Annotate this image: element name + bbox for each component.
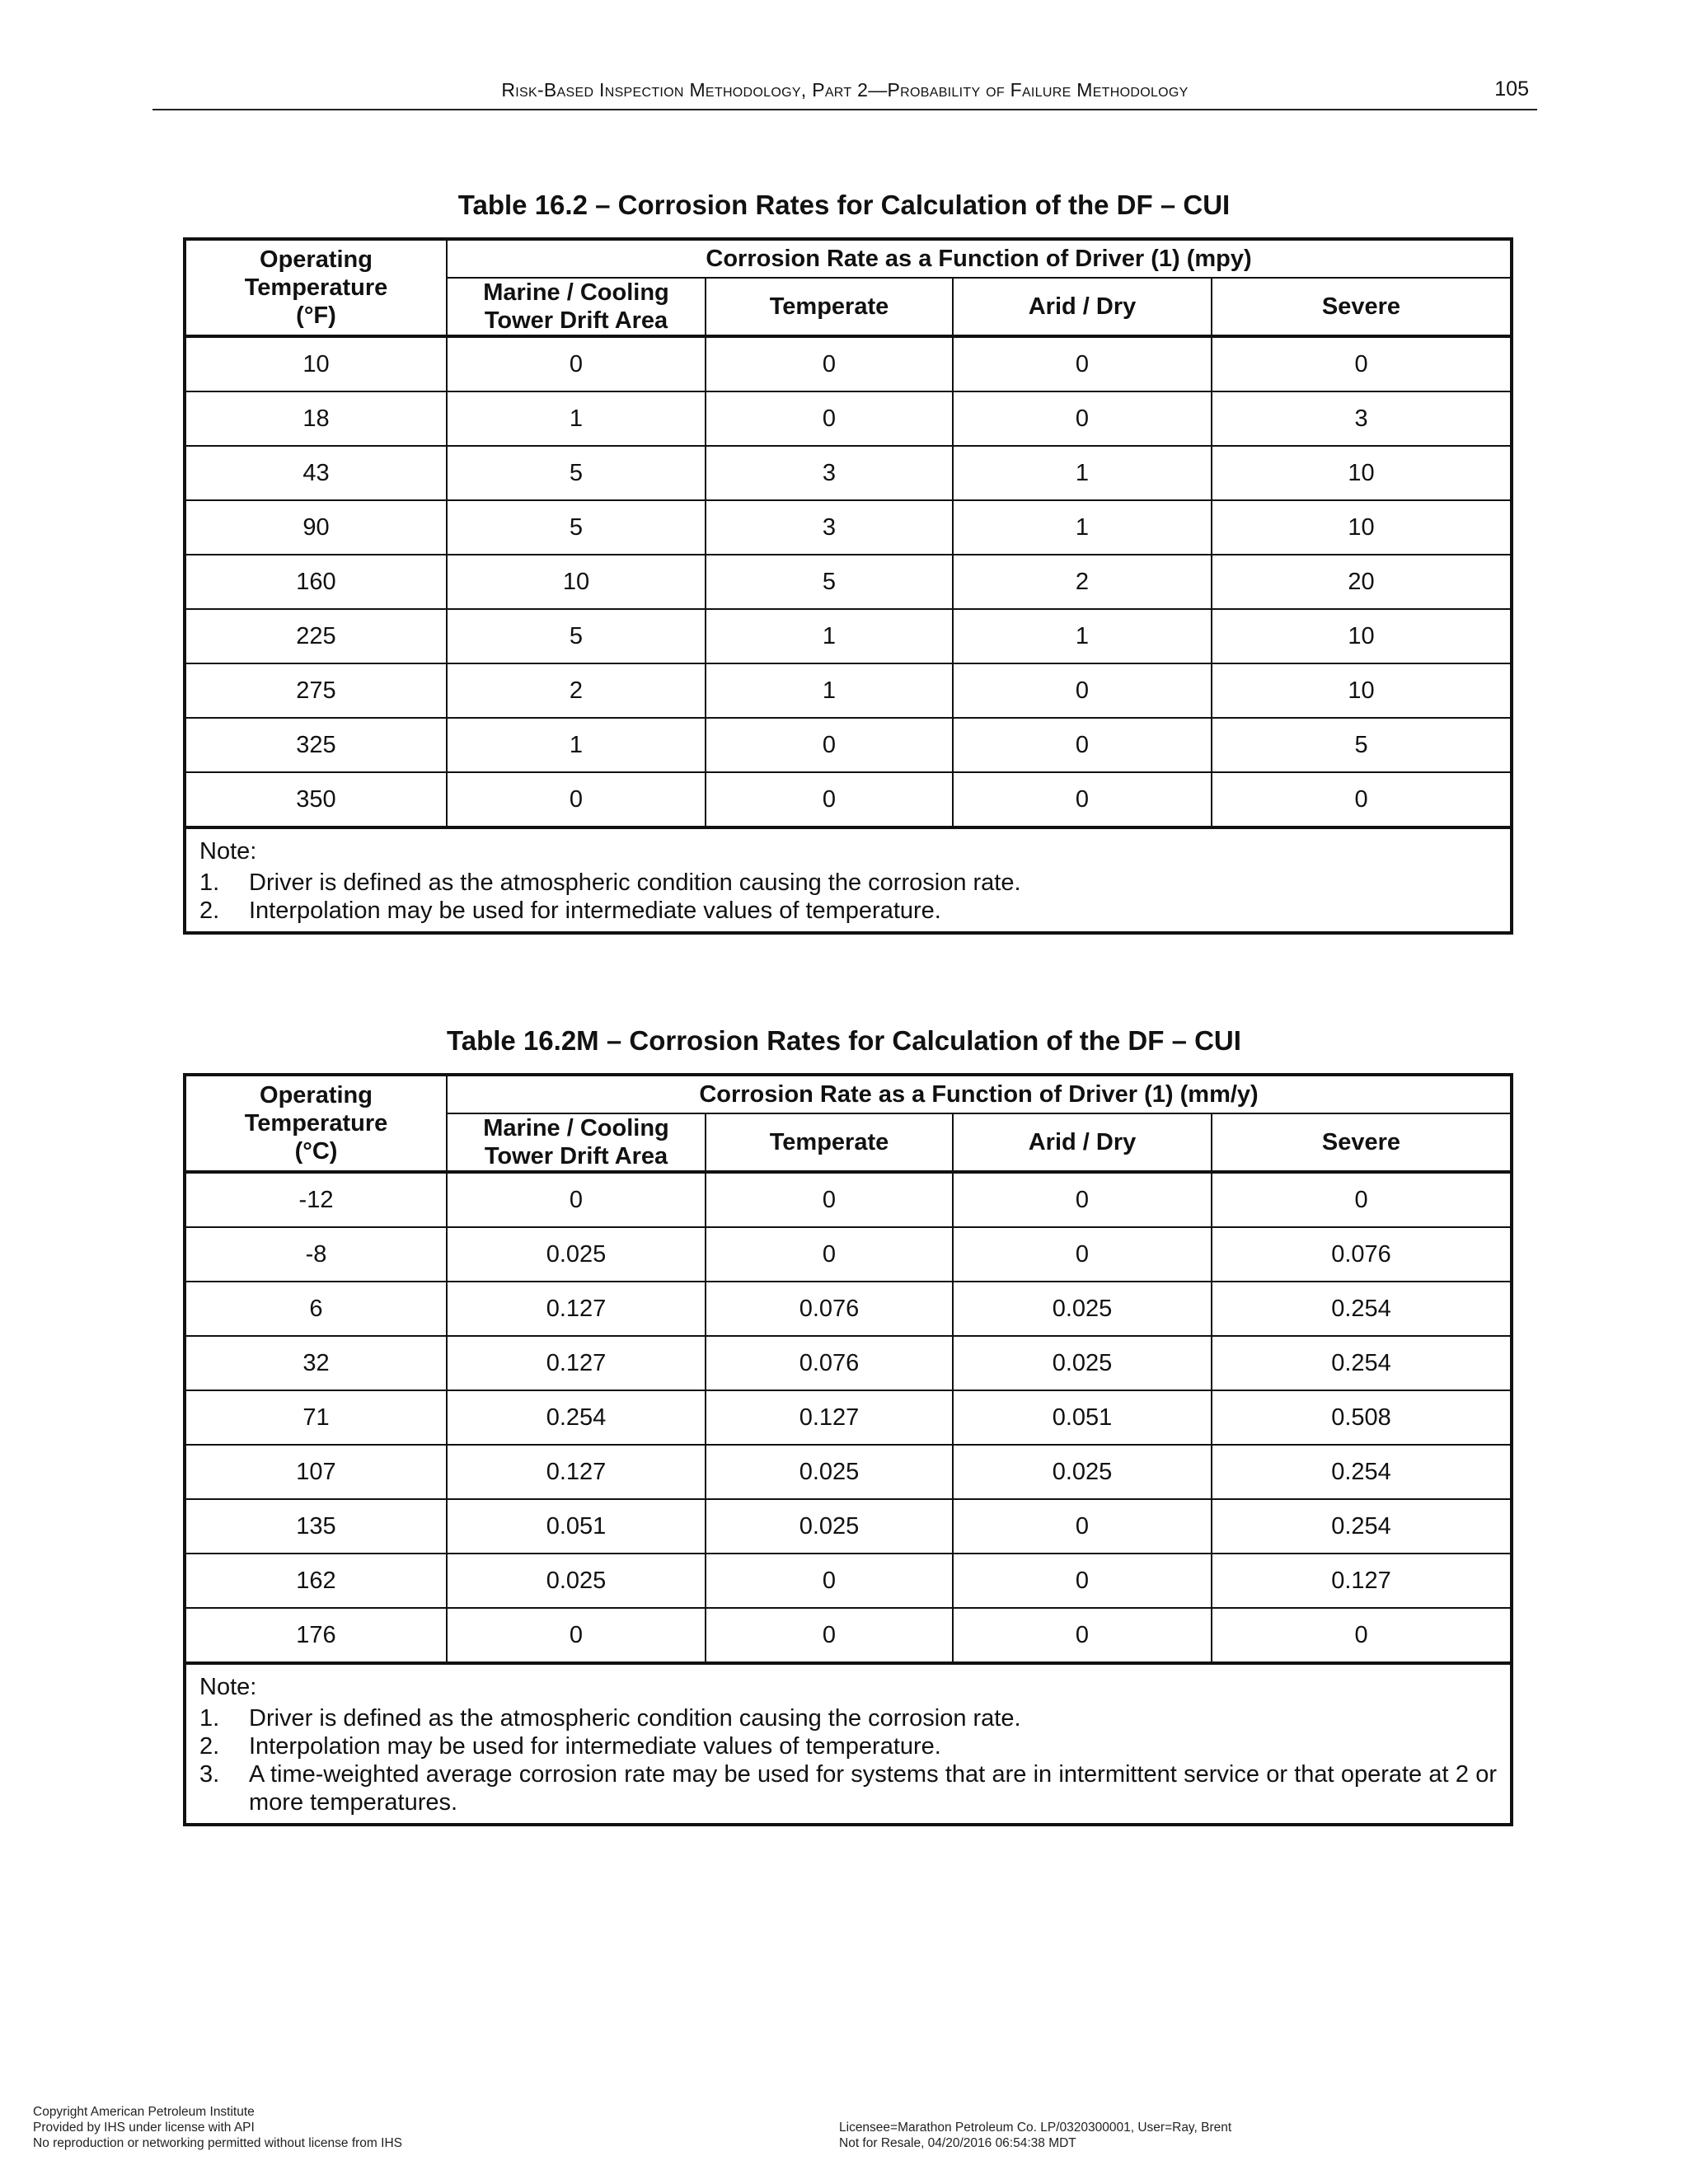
table1-cell: 0	[706, 336, 953, 391]
table2-cell: 0.254	[1212, 1499, 1512, 1554]
table1-cell: 0	[1212, 336, 1512, 391]
table2-cell: 0.076	[706, 1282, 953, 1336]
footer-right	[839, 2120, 1231, 2151]
table2-cell: 0.076	[1212, 1227, 1512, 1282]
table1-cell: 5	[706, 555, 953, 609]
table2-col-marine-header: Marine / Cooling Tower Drift Area	[447, 1113, 706, 1172]
table1-row	[185, 663, 1512, 718]
table2-cell: 0.051	[447, 1499, 706, 1554]
table2-note-title: Note:	[199, 1674, 257, 1700]
table1-cell: 3	[706, 500, 953, 555]
table2-cell: 0	[953, 1172, 1212, 1227]
table1-note-text: Driver is defined as the atmospheric condition causing the corrosion rate.	[249, 869, 1021, 896]
table1	[183, 237, 1513, 935]
table2-cell: 0.025	[706, 1499, 953, 1554]
table2-col-temperature-header: Operating Temperature (°C)	[185, 1075, 447, 1172]
table1-cell: 18	[185, 391, 447, 446]
table2-cell: 0.127	[1212, 1554, 1512, 1608]
table1-col-arid-header: Arid / Dry	[953, 278, 1212, 336]
table1-cell: 0	[706, 772, 953, 827]
table2-note-item	[199, 1760, 1497, 1816]
table1-note-text: Interpolation may be used for intermediate values of temperature.	[249, 898, 941, 924]
running-title: Risk-Based Inspection Methodology, Part 2—Probability of Failure Methodology	[501, 79, 1189, 101]
table2-group-header: Corrosion Rate as a Function of Driver (1) (mm/y)	[447, 1075, 1512, 1113]
table2-cell: 0	[953, 1499, 1212, 1554]
table2-cell: 0.127	[706, 1390, 953, 1445]
table2-note-item	[199, 1732, 1497, 1760]
table1-cell: 0	[447, 336, 706, 391]
table1-col-temperate-header: Temperate	[706, 278, 953, 336]
table2-cell: 0.254	[1212, 1336, 1512, 1390]
table2-cell: 0	[1212, 1608, 1512, 1663]
table2-cell: 0.025	[953, 1445, 1212, 1499]
table1-cell: 0	[706, 391, 953, 446]
table2-cell: 0.254	[1212, 1282, 1512, 1336]
table1-col-severe-header: Severe	[1212, 278, 1512, 336]
table1-cell: 10	[1212, 446, 1512, 500]
table1-group-header: Corrosion Rate as a Function of Driver (1) (mpy)	[447, 239, 1512, 278]
table2-cell: 0	[953, 1554, 1212, 1608]
table2-cell: 0	[706, 1227, 953, 1282]
table1-cell: 1	[953, 609, 1212, 663]
table1-cell: 10	[1212, 609, 1512, 663]
table1-row	[185, 772, 1512, 827]
page-number: 105	[1494, 77, 1529, 101]
table1-body	[185, 336, 1512, 827]
table2-notes	[185, 1663, 1512, 1825]
table1-cell: 3	[1212, 391, 1512, 446]
table2-cell: 0	[953, 1608, 1212, 1663]
page-header	[152, 76, 1537, 110]
table2-cell: 71	[185, 1390, 447, 1445]
table1-cell: 5	[447, 446, 706, 500]
table2-row	[185, 1227, 1512, 1282]
table1-cell: 2	[953, 555, 1212, 609]
table1-cell: 5	[1212, 718, 1512, 772]
table1-cell: 5	[447, 609, 706, 663]
table2-cell: 0	[447, 1608, 706, 1663]
table2-cell: 0.127	[447, 1336, 706, 1390]
table2-row	[185, 1608, 1512, 1663]
table2-cell: 0	[706, 1554, 953, 1608]
table1-cell: 275	[185, 663, 447, 718]
table1-row	[185, 336, 1512, 391]
table1-cell: 10	[1212, 663, 1512, 718]
table1-cell: 0	[1212, 772, 1512, 827]
table2-col-severe-header: Severe	[1212, 1113, 1512, 1172]
table1-note-num: 1.	[199, 869, 220, 896]
table1-cell: 325	[185, 718, 447, 772]
table1-cell: 1	[706, 609, 953, 663]
table2-body	[185, 1172, 1512, 1663]
table1-cell: 0	[447, 772, 706, 827]
table1-cell: 0	[953, 663, 1212, 718]
table2-cell: 0.127	[447, 1445, 706, 1499]
table2-cell: 0.025	[447, 1227, 706, 1282]
table2-row	[185, 1172, 1512, 1227]
table2-row	[185, 1390, 1512, 1445]
footer-line: Licensee=Marathon Petroleum Co. LP/0320300001, User=Ray, Brent	[839, 2121, 1232, 2135]
table2-note-text: Driver is defined as the atmospheric condition causing the corrosion rate.	[249, 1705, 1021, 1732]
table2-cell: 0.025	[706, 1445, 953, 1499]
table2-cell: 0.254	[447, 1390, 706, 1445]
table2-cell: 0.254	[1212, 1445, 1512, 1499]
table2-cell: 32	[185, 1336, 447, 1390]
table2-cell: 0	[447, 1172, 706, 1227]
footer-line: Provided by IHS under license with API	[33, 2121, 255, 2135]
table1-cell: 10	[1212, 500, 1512, 555]
table2-cell: 0.025	[447, 1554, 706, 1608]
table1-row	[185, 718, 1512, 772]
table2-row	[185, 1336, 1512, 1390]
table2-cell: 107	[185, 1445, 447, 1499]
table2-row	[185, 1282, 1512, 1336]
table1-cell: 0	[953, 718, 1212, 772]
table1-row	[185, 391, 1512, 446]
footer-line: Copyright American Petroleum Institute	[33, 2105, 255, 2119]
table1-cell: 0	[953, 336, 1212, 391]
table1-note-title: Note:	[199, 838, 257, 865]
table1-note-item	[199, 897, 1497, 925]
table2-cell: 0.025	[953, 1282, 1212, 1336]
table1-cell: 90	[185, 500, 447, 555]
table2-cell: 0	[706, 1608, 953, 1663]
table1-cell: 43	[185, 446, 447, 500]
table1-row	[185, 500, 1512, 555]
table1-cell: 160	[185, 555, 447, 609]
table1-cell: 1	[953, 500, 1212, 555]
table1-cell: 1	[447, 718, 706, 772]
footer-left	[33, 2104, 402, 2151]
table1-note-item	[199, 869, 1497, 897]
table2-cell: 162	[185, 1554, 447, 1608]
table2-col-arid-header: Arid / Dry	[953, 1113, 1212, 1172]
table1-cell: 5	[447, 500, 706, 555]
footer-line: Not for Resale, 04/20/2016 06:54:38 MDT	[839, 2136, 1076, 2150]
table1-note-num: 2.	[199, 898, 220, 924]
table2-row	[185, 1554, 1512, 1608]
table1-cell: 0	[953, 391, 1212, 446]
table2-note-text: Interpolation may be used for intermediate values of temperature.	[249, 1733, 941, 1760]
table1-cell: 1	[953, 446, 1212, 500]
table1-cell: 3	[706, 446, 953, 500]
table1-cell: 20	[1212, 555, 1512, 609]
table2-note-text: A time-weighted average corrosion rate may be used for systems that are in intermittent service or that operate at 2 or more temperatures.	[249, 1761, 1498, 1816]
table2-cell: -12	[185, 1172, 447, 1227]
footer-line: No reproduction or networking permitted without license from IHS	[33, 2136, 402, 2150]
table1-row	[185, 446, 1512, 500]
table2-cell: 135	[185, 1499, 447, 1554]
table2-cell: 0	[706, 1172, 953, 1227]
table2-caption: Table 16.2M – Corrosion Rates for Calculation of the DF – CUI	[447, 1025, 1241, 1056]
table1-col-temperature-header: Operating Temperature (°F)	[185, 239, 447, 336]
table1-cell: 225	[185, 609, 447, 663]
table2-cell: 6	[185, 1282, 447, 1336]
table2-cell: 0.051	[953, 1390, 1212, 1445]
table1-cell: 10	[185, 336, 447, 391]
table2-row	[185, 1499, 1512, 1554]
table1-notes	[185, 827, 1512, 933]
table2-cell: 176	[185, 1608, 447, 1663]
table1-row	[185, 555, 1512, 609]
table2-cell: 0	[953, 1227, 1212, 1282]
table2-cell: 0.076	[706, 1336, 953, 1390]
table2	[183, 1073, 1513, 1826]
table1-caption: Table 16.2 – Corrosion Rates for Calculation of the DF – CUI	[457, 190, 1231, 220]
table1-col-marine-header: Marine / Cooling Tower Drift Area	[447, 278, 706, 336]
table1-cell: 1	[447, 391, 706, 446]
table1-cell: 10	[447, 555, 706, 609]
table1-cell: 2	[447, 663, 706, 718]
table1-row	[185, 609, 1512, 663]
table2-cell: 0.025	[953, 1336, 1212, 1390]
table2-note-num: 3.	[199, 1761, 220, 1788]
table2-cell: 0.127	[447, 1282, 706, 1336]
table2-cell: -8	[185, 1227, 447, 1282]
table1-cell: 0	[706, 718, 953, 772]
table2-note-item	[199, 1704, 1497, 1732]
table1-cell: 1	[706, 663, 953, 718]
table2-row	[185, 1445, 1512, 1499]
table1-cell: 0	[953, 772, 1212, 827]
table2-col-temperate-header: Temperate	[706, 1113, 953, 1172]
table2-note-num: 1.	[199, 1705, 220, 1732]
table2-cell: 0	[1212, 1172, 1512, 1227]
table1-cell: 350	[185, 772, 447, 827]
table2-note-num: 2.	[199, 1733, 220, 1760]
table2-cell: 0.508	[1212, 1390, 1512, 1445]
